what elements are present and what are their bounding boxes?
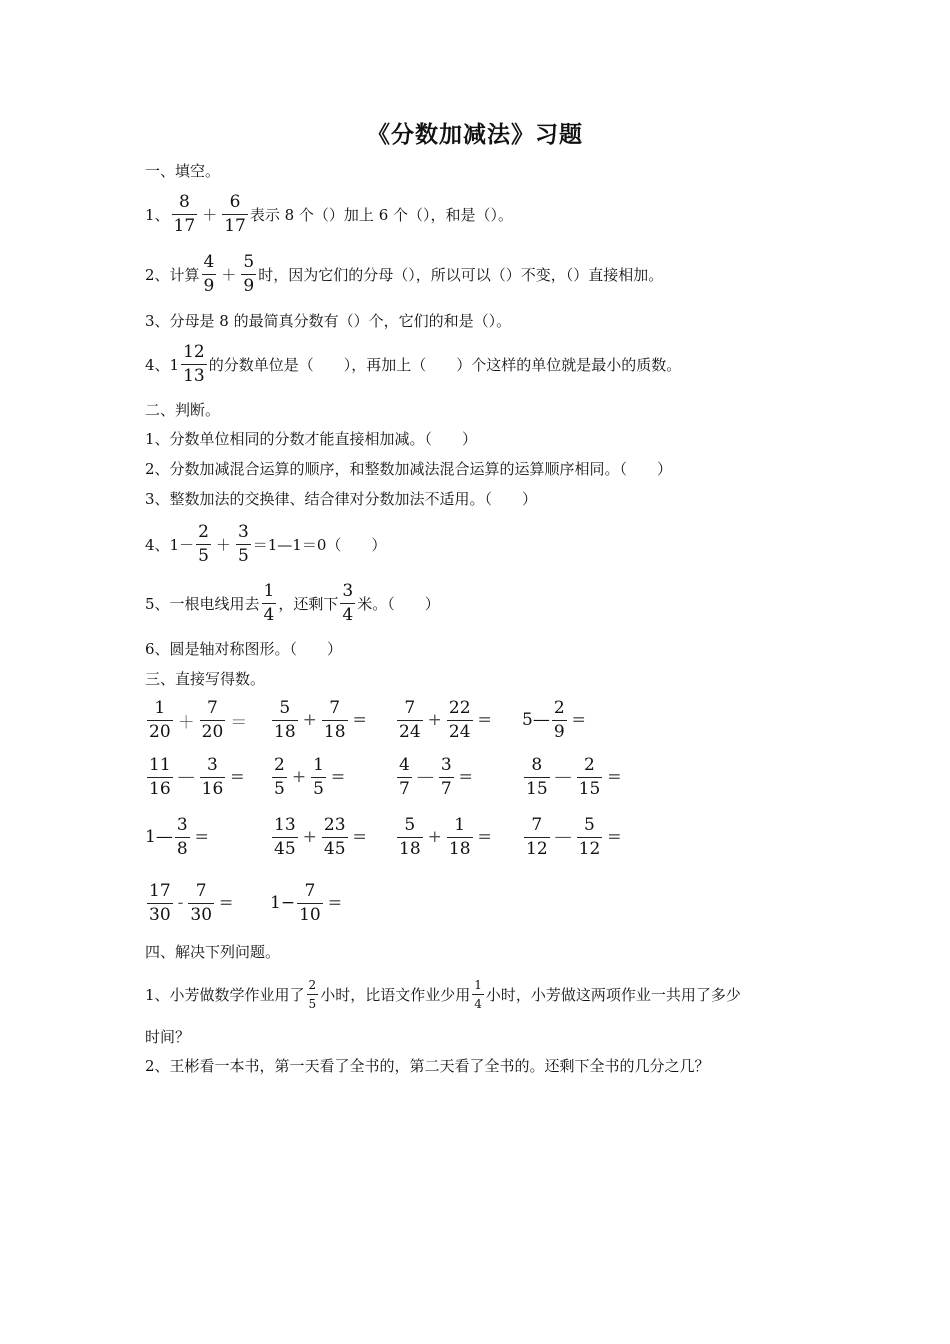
operator: — [416,767,434,787]
judge-question-3: 3、整数加法的交换律、结合律对分数加法不适用。（ ） [145,489,538,508]
equation [522,697,589,742]
fraction: $\frac{7}{10}$ [299,880,321,925]
fill-question-3: 3、分母是 8 的最简真分数有（）个，它们的和是（）。 [145,311,512,330]
question-text: 小时，比语文作业少用 [320,985,471,1004]
operator: + [302,827,317,847]
operator: - [177,893,184,913]
equation [395,814,495,859]
fraction: $\frac{8}{17}$ [173,191,196,236]
equals-sign: = [330,767,346,787]
equation [145,697,250,742]
equals-sign: = [607,767,622,787]
fraction: $\frac{5}{12}$ [578,814,601,859]
equation [395,754,476,799]
equation [270,697,370,742]
fraction: $\frac{22}{24}$ [448,697,471,742]
question-text: 时，因为它们的分母（），所以可以（）不变，（）直接相加。 [258,265,664,284]
whole-number: 5— [522,710,550,730]
fill-question-2 [145,251,664,296]
equals-sign: = [477,710,492,730]
question-text: 1、小芳做数学作业用了 [145,985,305,1004]
equals-sign: = [327,893,342,913]
fraction: $\frac{3}{4}$ [342,580,354,625]
equals-sign: = [219,893,234,913]
equation [270,880,345,925]
operator: ＋ [221,265,237,284]
equation [270,754,348,799]
word-problem-2: 2、王彬看一本书，第一天看了全书的，第二天看了全书的。还剩下全书的几分之几？ [145,1056,710,1075]
fraction: $\frac{13}{45}$ [274,814,296,859]
question-text: 5、一根电线用去 [145,594,260,613]
fraction: $\frac{3}{8}$ [176,814,188,859]
question-number: 1、 [145,205,170,224]
equation [145,754,248,799]
whole-number: 1− [270,893,296,913]
fraction: $\frac{4}{7}$ [399,754,410,799]
operator: + [291,767,307,787]
question-number: 4、1 [145,355,180,374]
operator: — [554,827,572,847]
fraction: $\frac{3}{16}$ [201,754,224,799]
section-1-heading: 一、填空。 [145,161,221,180]
equation [522,814,625,859]
fraction: $\frac{6}{17}$ [224,191,246,236]
equals-sign: = [458,767,473,787]
equation [145,814,212,859]
judge-question-2: 2、分数加减混合运算的顺序，和整数加减法混合运算的运算顺序相同。（ ） [145,459,673,478]
word-problem-1 [145,977,741,1011]
question-text: 米。（ ） [357,594,440,613]
question-text: ＝1—1＝0（ ） [252,535,387,554]
judge-question-6: 6、圆是轴对称图形。（ ） [145,639,343,658]
equation [270,814,370,859]
equals-sign: = [352,827,367,847]
word-problem-1-continued: 时间？ [145,1027,191,1046]
section-4-heading: 四、解决下列问题。 [145,942,281,961]
fraction: $\frac{5}{18}$ [274,697,296,742]
fraction: $\frac{7}{20}$ [201,697,224,742]
equation [395,697,495,742]
fraction: $\frac{7}{12}$ [526,814,548,859]
fraction: $\frac{2}{5}$ [274,754,285,799]
operator: + [427,827,442,847]
judge-question-5 [145,580,440,625]
fraction: $\frac{1}{4}$ [263,580,275,625]
equals-sign: = [230,767,245,787]
operator: ＋ [177,712,195,733]
operator: + [302,710,317,730]
section-2-heading: 二、判断。 [145,400,221,419]
equals-sign: = [352,710,367,730]
judge-question-1: 1、分数单位相同的分数才能直接相加减。（ ） [145,429,478,448]
fraction: $\frac{5}{9}$ [243,251,255,296]
question-text: 小时，小芳做这两项作业一共用了多少 [485,985,741,1004]
fraction: $\frac{7}{24}$ [399,697,421,742]
equation [145,880,236,925]
equals-sign: ＝ [230,712,248,733]
fraction: $\frac{2}{5}$ [308,977,317,1011]
operator: ＋ [202,205,218,224]
operator: — [177,767,195,787]
judge-question-4 [145,521,387,566]
question-number: 4、1－ [145,535,195,554]
equation [522,754,625,799]
fraction: $\frac{12}{13}$ [183,341,205,386]
question-text: 表示 8 个（）加上 6 个（），和是（）。 [249,205,514,224]
operator: + [427,710,442,730]
fraction: $\frac{4}{9}$ [203,251,215,296]
operator: ＋ [215,535,231,554]
operator: — [554,767,572,787]
equals-sign: = [194,827,209,847]
fraction: $\frac{23}{45}$ [323,814,346,859]
fraction: $\frac{8}{15}$ [526,754,548,799]
fraction: $\frac{2}{15}$ [578,754,601,799]
question-number: 2、计算 [145,265,200,284]
fraction: $\frac{7}{30}$ [190,880,213,925]
fraction: $\frac{2}{5}$ [198,521,209,566]
fraction: $\frac{1}{18}$ [448,814,471,859]
equals-sign: = [607,827,622,847]
question-text: 的分数单位是（ ），再加上（ ）个这样的单位就是最小的质数。 [208,355,682,374]
fill-question-4 [145,341,682,386]
fraction: $\frac{2}{9}$ [553,697,565,742]
fraction: $\frac{7}{18}$ [323,697,346,742]
fraction: $\frac{3}{5}$ [237,521,249,566]
fraction: $\frac{1}{4}$ [474,977,482,1011]
fraction: $\frac{17}{30}$ [149,880,171,925]
equals-sign: = [477,827,492,847]
fraction: $\frac{1}{20}$ [149,697,171,742]
question-text: ，还剩下 [278,594,339,613]
page-title: 《分数加减法》习题 [367,121,583,148]
equals-sign: = [571,710,586,730]
fraction: $\frac{11}{16}$ [149,754,171,799]
fraction: $\frac{1}{5}$ [313,754,324,799]
section-3-heading: 三、直接写得数。 [145,669,266,688]
whole-number: 1— [145,827,173,847]
fill-question-1 [145,191,514,236]
fraction: $\frac{5}{18}$ [399,814,421,859]
fraction: $\frac{3}{7}$ [440,754,452,799]
